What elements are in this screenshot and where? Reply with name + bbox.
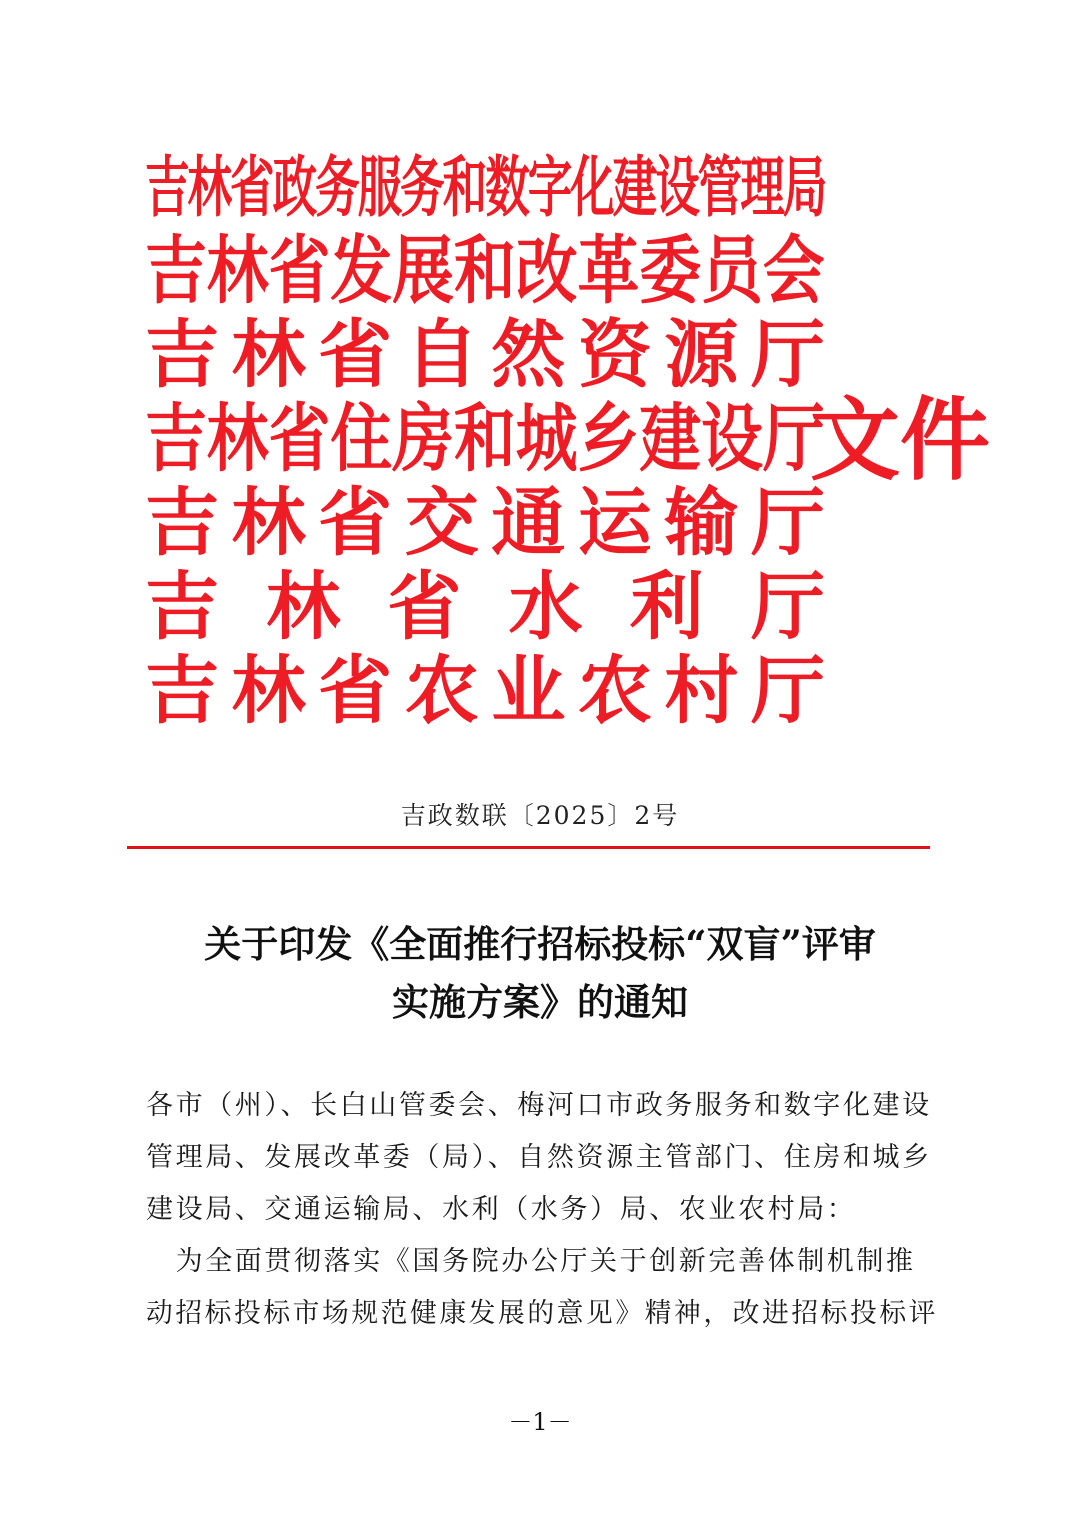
agency-name-2: 吉林省发展和改革委员会 [145,228,825,314]
body-line-4: 为全面贯彻落实《国务院办公厅关于创新完善体制机制推 [146,1246,916,1277]
agency-name-4: 吉林省住房和城乡建设厅 [145,396,825,482]
agency-name-6: 吉 林 省 水 利 厅 [145,564,825,650]
document-title-line-1: 关于印发《全面推行招标投标“双盲”评审 [204,922,876,966]
page-number: －1－ [508,1408,572,1436]
document-title-line-2: 实施方案》的通知 [392,980,688,1024]
red-separator-line [127,846,930,849]
agency-name-7: 吉 林 省 农 业 农 村 厅 [145,648,825,734]
agency-name-3: 吉 林 省 自 然 资 源 厅 [145,312,825,398]
body-line-2: 管理局、发展改革委（局）、自然资源主管部门、住房和城乡 [146,1142,932,1173]
letterhead-suffix: 文件 [810,387,990,493]
body-line-3: 建设局、交通运输局、水利（水务）局、农业农村局： [146,1194,857,1225]
body-line-1: 各市（州）、长白山管委会、梅河口市政务服务和数字化建设 [146,1090,932,1121]
body-line-5: 动招标投标市场规范健康发展的意见》精神，改进招标投标评 [146,1298,939,1329]
agency-name-5: 吉 林 省 交 通 运 输 厅 [145,480,825,566]
agency-name-1: 吉林省政务服务和数字化建设管理局 [145,148,826,226]
document-number: 吉政数联〔2025〕2号 [400,801,680,830]
